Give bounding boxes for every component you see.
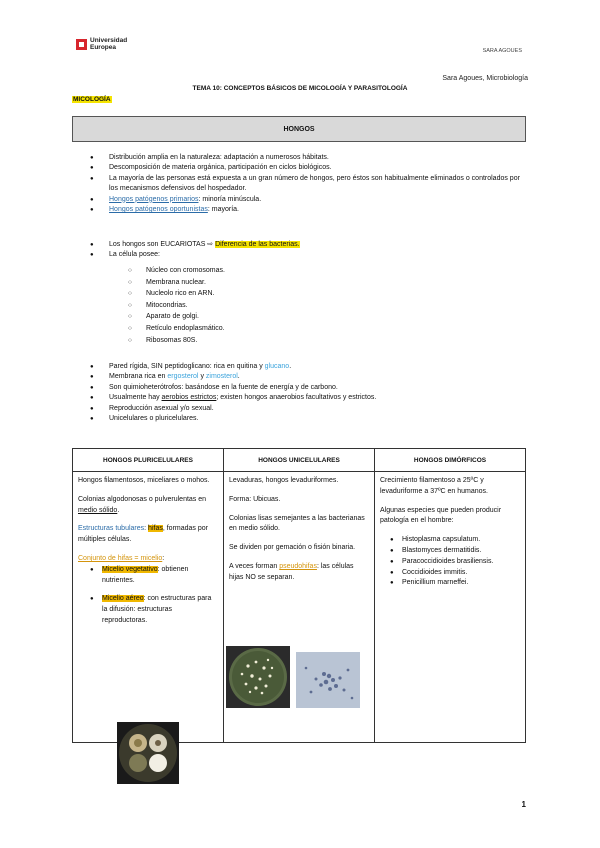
list-item: ● Pared rígida, SIN peptidoglicano: rica en quitina y glucano. <box>90 362 520 372</box>
list-item: ○ Aparato de golgi. <box>128 311 225 323</box>
list-item: ● Blastomyces dermatitidis. <box>386 546 520 557</box>
logo-line-2: Europea <box>90 44 117 51</box>
table-header-unicellular: HONGOS UNICELULARES <box>224 449 375 472</box>
logo-mark-icon <box>76 39 87 50</box>
list-item: ● Micelio aéreo: con estructuras para la difusión: estructuras reproductoras. <box>86 594 218 626</box>
link-primary-pathogens[interactable]: Hongos patógenos primarios <box>109 195 199 203</box>
list-item: ● Descomposición de materia orgánica, participación en ciclos biológicos. <box>90 163 520 173</box>
mycelium-list <box>86 565 218 627</box>
page-number: 1 <box>521 800 526 809</box>
list-item: ● Coccidioides immitis. <box>386 568 520 579</box>
list-item: ● Histoplasma capsulatum. <box>386 535 520 546</box>
list-item: ● Micelio vegetativo: obtienen nutrientes. <box>86 565 218 587</box>
list-item: ● La mayoría de las personas está expuesta a un gran número de hongos, pero éstos son habitualmente eliminados o controlados por los mecanismos defensivos del hospedador. <box>90 174 520 195</box>
section-label: MICOLOGÍA <box>73 96 111 103</box>
dimorphic-species-list <box>386 535 520 589</box>
list-item: ● Son quimioheterótrofos: basándose en la fuente de energía y de carbono. <box>90 383 520 393</box>
list-item: ● Distribución amplia en la naturaleza: adaptación a numerosos hábitats. <box>90 153 520 163</box>
list-item: ○ Núcleo con cromosomas. <box>128 265 225 277</box>
table-header-dimorphic: HONGOS DIMÓRFICOS <box>375 449 526 472</box>
table-cell-dimorphic: Crecimiento filamentoso a 25ºC y levaduriforme a 37ºC en humanos. Algunas especies que pueden producir patología en el hombre: ● Histoplasma capsulatum. ● Blastomyces dermatitidis. ● Paracoccidioides brasiliensis. ● Coccidioides immitis. ● Penicillium marneffei. <box>375 472 526 743</box>
list-item: ○ Membrana nuclear. <box>128 277 225 289</box>
yeast-microscopy-photo <box>296 652 360 708</box>
list-item: ○ Ribosomas 80S. <box>128 335 225 347</box>
list-item: ● La célula posee: <box>90 250 510 260</box>
header-author: SARA AGOUES <box>482 48 522 54</box>
section-heading-box: HONGOS <box>72 116 526 142</box>
list-item: ○ Nucleolo rico en ARN. <box>128 288 225 300</box>
list-item: ○ Mitocondrias. <box>128 300 225 312</box>
list-item: ● Usualmente hay aerobios estrictos; existen hongos anaerobios facultativos y estrictos. <box>90 393 520 403</box>
list-item: ● Membrana rica en ergosterol y zimosterol. <box>90 372 520 382</box>
cell-components-list <box>128 265 225 346</box>
table-cell-unicellular: Levaduras, hongos levaduriformes. Forma: Ubicuas. Colonias lisas semejantes a las bacterianas en medio sólido. Se dividen por gemación o fisión binaria. A veces forman pseudohifas: las células hijas NO se separan. <box>224 472 375 743</box>
yeast-colonies-plate-photo <box>226 646 290 708</box>
list-item: ○ Retículo endoplasmático. <box>128 323 225 335</box>
mold-colonies-photo <box>117 722 179 784</box>
bullet-list-eukaryotes <box>90 240 510 261</box>
list-item: ● Unicelulares o pluricelulares. <box>90 414 520 424</box>
list-item: ● Hongos patógenos primarios: minoría minúscula. <box>90 195 520 205</box>
list-item: ● Reproducción asexual y/o sexual. <box>90 404 520 414</box>
link-opportunistic-pathogens[interactable]: Hongos patógenos oportunistas <box>109 206 208 214</box>
table-header-multicellular: HONGOS PLURICELULARES <box>73 449 224 472</box>
logo-line-1: Universidad <box>90 37 128 44</box>
bullet-list-general <box>90 153 520 215</box>
list-item: ● Paracoccidioides brasiliensis. <box>386 557 520 568</box>
fungi-types-table <box>72 448 526 743</box>
university-logo <box>76 37 127 51</box>
author-line: Sara Agoues, Microbiología <box>442 75 528 82</box>
document-title: TEMA 10: CONCEPTOS BÁSICOS DE MICOLOGÍA Y PARASITOLOGÍA <box>192 85 408 92</box>
list-item: ● Los hongos son EUCARIOTAS ⇨ Diferencia de las bacterias. <box>90 240 510 250</box>
table-cell-multicellular: Hongos filamentosos, miceliares o mohos. Colonias algodonosas o pulverulentas en medio sólido. Estructuras tubulares: hifas, formadas por múltiples células. Conjunto de hifas = micelio: ● Micelio vegetativo: obtienen nutrientes. ● Micelio aéreo: con estructuras para la difusión: estructuras reproductoras. <box>73 472 224 743</box>
list-item: ● Penicillium marneffei. <box>386 578 520 589</box>
list-item: ● Hongos patógenos oportunistas: mayoría. <box>90 205 520 215</box>
bullet-list-properties <box>90 362 520 424</box>
